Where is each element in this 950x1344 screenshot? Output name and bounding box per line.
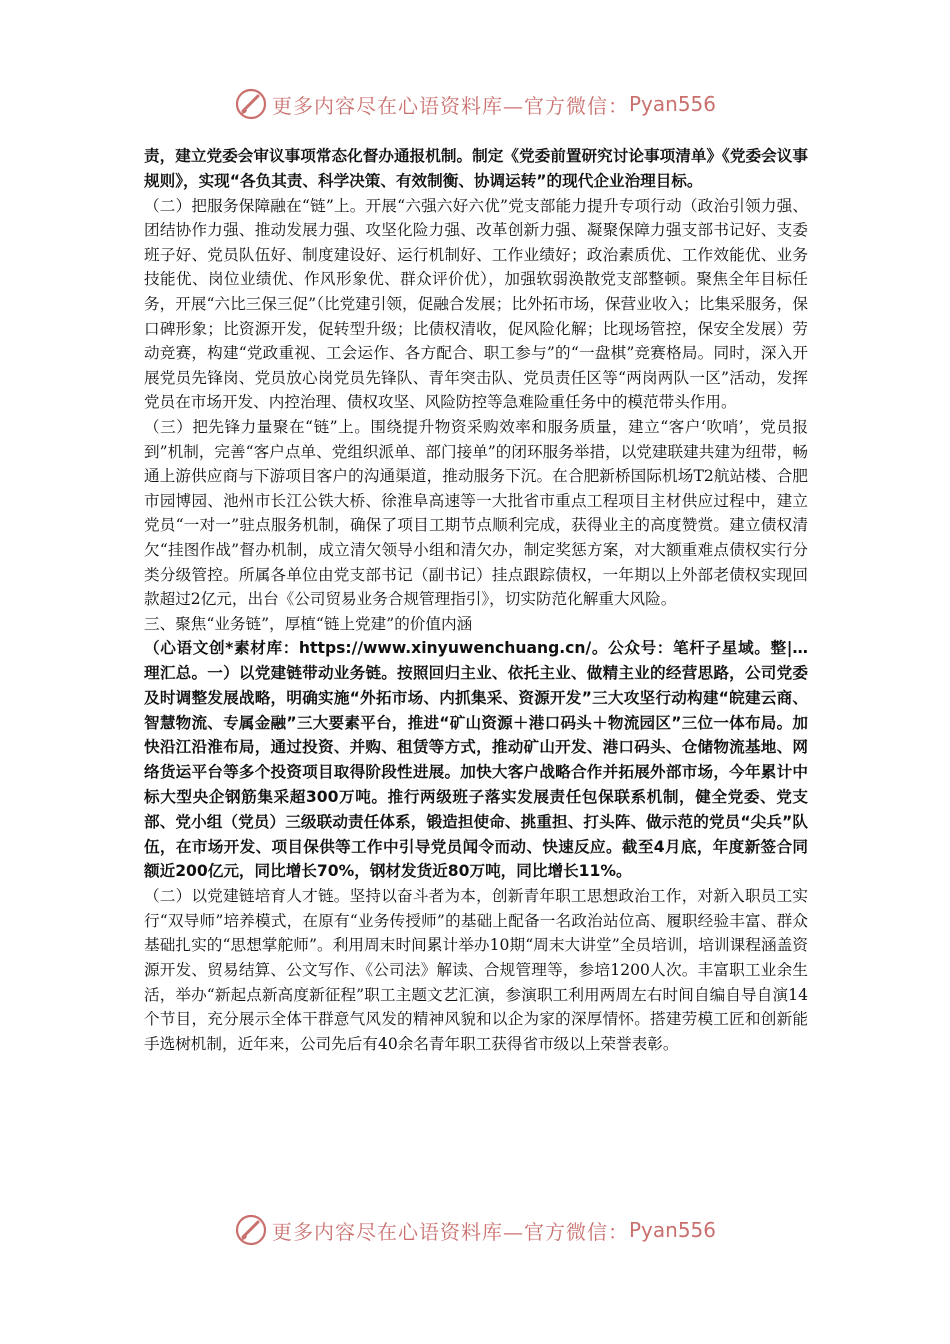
brush-logo-icon — [234, 1213, 268, 1247]
paragraph-5: （二）以党建链培育人才链。坚持以奋斗者为本，创新青年职工思想政治工作，对新入职员工实行“双导师”培养模式，在原有“业务传授师”的基础上配备一名政治站位高、履职经验丰富、群众基础扎实的“思想掌舵师”。利用周末时间累计举办10期“周末大讲堂”全员培训，培训课程涵盖资源开发、贸易结算、公文写作、《公司法》解读、合规管理等，参培1200人次。丰富职工业余生活，举办“新起点新高度新征程”职工主题文艺汇演，参演职工利用两周左右时间自编自导自演14个节目，充分展示全体干群意气风发的精神风貌和以企为家的深厚情怀。搭建劳模工匠和创新能手选树机制，近年来，公司先后有40余名青年职工获得省市级以上荣誉表彰。 — [144, 887, 808, 1053]
paragraph-2: （二）把服务保障融在“链”上。开展“六强六好六优”党支部能力提升专项行动（政治引领力强、团结协作力强、推动发展力强、攻坚化险力强、改革创新力强、凝聚保障力强支部书记好、支委班子好、党员队伍好、制度建设好、运行机制好、工作业绩好；政治素质优、工作效能优、业务技能优、岗位业绩优、作风形象优、群众评价优），加强软弱涣散党支部整顿。聚焦全年目标任务，开展“六比三保三促”（比党建引领，促融合发展；比外拓市场，保营业收入；比集采服务，保口碑形象；比资源开发，促转型升级；比债权清收，促风险化解；比现场管控，保安全发展）劳动竞赛，构建“党政重视、工会运作、各方配合、职工参与”的“一盘棋”竞赛格局。同时，深入开展党员先锋岗、党员放心岗党员先锋队、青年突击队、党员责任区等“两岗两队一区”活动，发挥党员在市场开发、内控治理、债权攻坚、风险防控等急难险重任务中的模范带头作用。 — [144, 196, 808, 412]
header-watermark-banner — [0, 82, 950, 126]
wechat-id: Pyan556 — [628, 92, 716, 116]
document-body — [144, 144, 808, 1056]
paragraph-3: （三）把先锋力量聚在“链”上。围绕提升物资采购效率和服务质量，建立“客户‘吹哨’，党员报到”机制，完善“客户点单、党组织派单、部门接单”的闭环服务举措，以党建联建共建为纽带，畅通上游供应商与下游项目客户的沟通渠道，推动服务下沉。在合肥新桥国际机场T2航站楼、合肥市园博园、池州市长江公铁大桥、徐淮阜高速等一大批省市重点工程项目主材供应过程中，建立党员“一对一”驻点服务机制，确保了项目工期节点顺利完成，获得业主的高度赞赏。建立债权清欠“挂图作战”督办机制，成立清欠领导小组和清欠办，制定奖惩方案，对大额重难点债权实行分类分级管控。所属各单位由党支部书记（副书记）挂点跟踪债权，一年期以上外部老债权实现回款超过2亿元，出台《公司贸易业务合规管理指引》，切实防范化解重大风险。 — [144, 417, 808, 609]
banner-text: 更多内容尽在心语资料库—官方微信： — [271, 93, 629, 118]
footer-watermark-banner — [0, 1208, 950, 1252]
section-heading: 三、聚焦“业务链”，厚植“链上党建”的价值内涵 — [144, 614, 473, 633]
wechat-id: Pyan556 — [628, 1218, 716, 1242]
banner-text: 更多内容尽在心语资料库—官方微信： — [271, 1219, 629, 1244]
paragraph-4: （心语文创*素材库：https://www.xinyuwenchuang.cn/。公众号：笔杆子星域。整|…理汇总。一）以党建链带动业务链。按照回归主业、依托主业、做精主业的经营思路，公司党委及时调整发展战略，明确实施“外拓市场、内抓集采、资源开发”三大攻坚行动构建“皖建云商、智慧物流、专属金融”三大要素平台，推进“矿山资源＋港口码头＋物流园区”三位一体布局。加快沿江沿淮布局，通过投资、并购、租赁等方式，推动矿山开发、港口码头、仓储物流基地、网络货运平台等多个投资项目取得阶段性进展。加快大客户战略合作并拓展外部市场，今年累计中标大型央企钢筋集采超300万吨。推行两级班子落实发展责任包保联系机制，健全党委、党支部、党小组（党员）三级联动责任体系，锻造担使命、挑重担、打头阵、做示范的党员“尖兵”队伍，在市场开发、项目保供等工作中引导党员闻令而动、快速反应。截至4月底，年度新签合同额近200亿元，同比增长70%，钢材发货近80万吨，同比增长11%。 — [144, 639, 808, 881]
brush-logo-icon — [234, 87, 268, 121]
paragraph-1: 责，建立党委会审议事项常态化督办通报机制。制定《党委前置研究讨论事项清单》《党委会议事规则》，实现“各负其责、科学决策、有效制衡、协调运转”的现代企业治理目标。 — [144, 147, 808, 190]
